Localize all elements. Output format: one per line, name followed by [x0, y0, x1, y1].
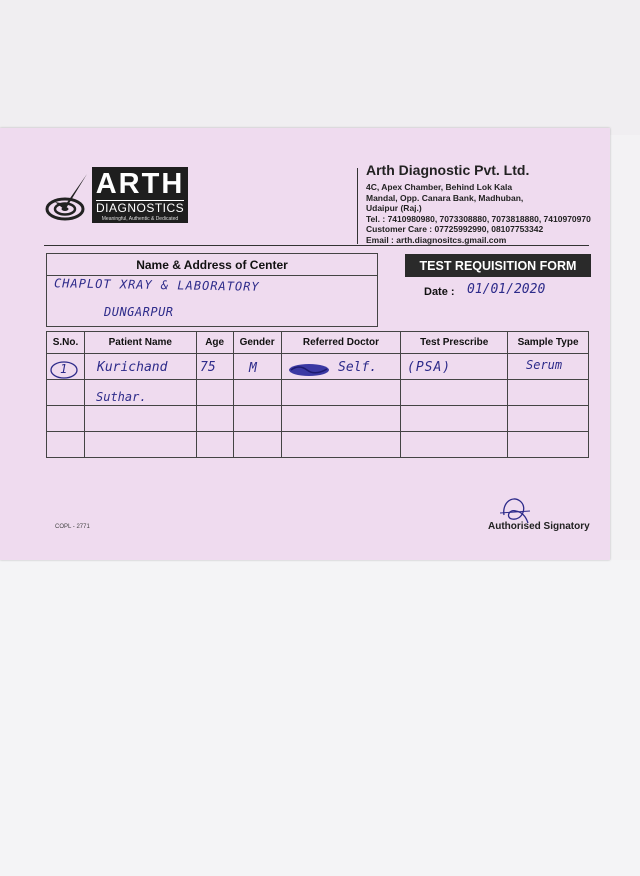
date-value: 01/01/2020 [467, 282, 546, 297]
header-patient-name: Patient Name [84, 332, 196, 354]
signatory-label: Authorised Signatory [488, 521, 590, 532]
header-referred-doctor: Referred Doctor [281, 332, 401, 354]
entry-sno: 1 [60, 362, 68, 376]
scan-background-top [0, 0, 640, 135]
header-gender: Gender [233, 332, 281, 354]
header-age: Age [196, 332, 233, 354]
center-heading: Name & Address of Center [47, 254, 377, 276]
header-sample-type: Sample Type [508, 332, 589, 354]
email-line: Email : arth.diagnositcs.gmail.com [366, 234, 507, 245]
center-name-handwritten: CHAPLOT XRAY & LABORATORY [53, 276, 260, 294]
scribble-icon [287, 363, 331, 377]
address-line: Udaipur (Raj.) [366, 203, 422, 213]
logo-word: ARTH [95, 168, 185, 200]
entry-age: 75 [200, 360, 216, 375]
customer-care-line: Customer Care : 07725992990, 08107753342 [366, 224, 544, 234]
header-divider [357, 168, 358, 244]
header-sno: S.No. [47, 332, 85, 354]
table-row [47, 432, 589, 458]
phone-line: Tel. : 7410980980, 7073308880, 7073818880, 7410970970 [366, 213, 591, 224]
form-title: TEST REQUISITION FORM [405, 254, 591, 277]
target-checkmark-icon [45, 172, 89, 222]
entry-gender: M [249, 361, 257, 376]
company-info [366, 162, 606, 245]
entry-sample: Serum [526, 358, 563, 372]
entry-doctor: Self. [338, 360, 378, 375]
header-rule [44, 245, 589, 246]
date-label: Date : [424, 286, 455, 298]
logo-sub: DIAGNOSTICS [96, 201, 185, 215]
company-name: Arth Diagnostic Pvt. Ltd. [366, 162, 530, 178]
table-header-row [47, 332, 589, 354]
center-city-handwritten: DUNGARPUR [104, 305, 174, 319]
entry-test: (PSA) [407, 360, 452, 375]
brand-logo [92, 167, 188, 223]
form-code: COPL - 2771 [55, 524, 90, 530]
entry-patient-name-2: Suthar. [96, 390, 147, 404]
scan-background-bottom [0, 560, 640, 876]
address-line: Mandal, Opp. Canara Bank, Madhuban, [366, 192, 524, 203]
header-test-prescribe: Test Prescribe [401, 332, 508, 354]
cell-gender [233, 354, 281, 380]
address-line: 4C, Apex Chamber, Behind Lok Kala [366, 182, 513, 192]
logo-tagline: Meaningful, Authentic & Dedicated [101, 216, 179, 222]
entry-patient-name-1: Kurichand [97, 360, 168, 375]
table-row [47, 406, 589, 432]
